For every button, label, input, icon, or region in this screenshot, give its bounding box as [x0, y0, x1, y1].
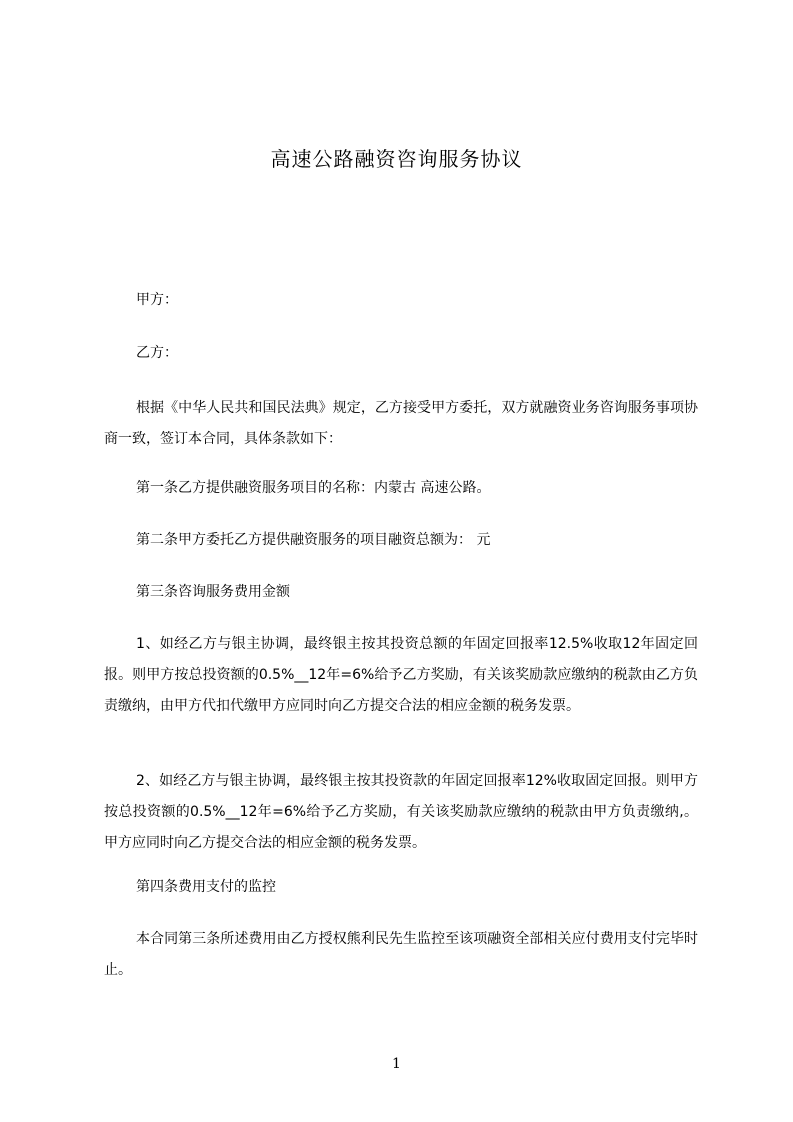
party-a-label: 甲方：	[136, 292, 178, 308]
article-4-heading: 第四条费用支付的监控	[136, 879, 276, 895]
preamble-paragraph: 根据《中华人民共和国民法典》规定，乙方接受甲方委托，双方就融资业务咨询服务事项协商一致，签订本合同，具体条款如下：	[104, 400, 698, 447]
party-b-label: 乙方：	[136, 345, 178, 361]
document-title: 高速公路融资咨询服务协议	[270, 147, 523, 171]
page-number: 1	[392, 1056, 401, 1072]
article-3-item-1: 1、如经乙方与银主协调，最终银主按其投资总额的年固定回报率12.5%收取12年固定回报。则甲方按总投资额的0.5%__12年=6%给予乙方奖励，有关该奖励款应缴纳的税款由乙方负责缴纳，由甲方代扣代缴甲方应同时向乙方提交合法的相应金额的税务发票。	[104, 636, 698, 714]
article-3-item-2: 2、如经乙方与银主协调，最终银主按其投资款的年固定回报率12%收取固定回报。则甲方按总投资额的0.5%__12年=6%给予乙方奖励，有关该奖励款应缴纳的税款由甲方负责缴纳,。甲方应同时向乙方提交合法的相应金额的税务发票。	[104, 773, 698, 851]
article-2: 第二条甲方委托乙方提供融资服务的项目融资总额为： 元	[136, 532, 491, 548]
article-4-body: 本合同第三条所述费用由乙方授权熊利民先生监控至该项融资全部相关应付费用支付完毕时止。	[104, 931, 698, 978]
article-1: 第一条乙方提供融资服务项目的名称：内蒙古 高速公路。	[136, 480, 491, 496]
article-3-heading: 第三条咨询服务费用金额	[136, 584, 290, 600]
